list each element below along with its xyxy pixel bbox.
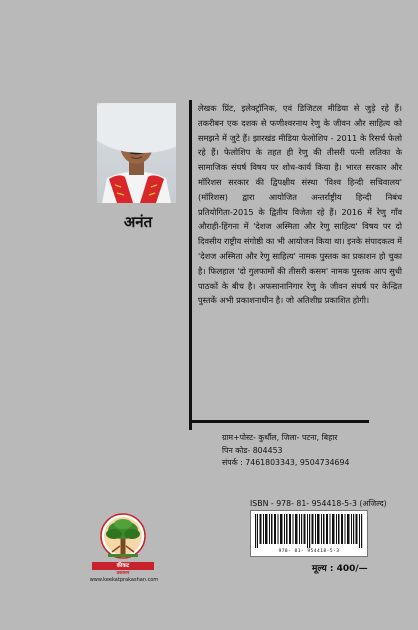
barcode-number: 978- 81- 954418-5-3 [278,549,340,554]
author-name: अनंत [123,213,153,231]
vertical-divider [189,100,192,430]
barcode-icon [255,514,363,548]
photo-background [97,103,176,153]
address-line: ग्राम+पोस्ट- कुर्थौल, जिला- पटना, बिहार [222,433,338,442]
author-photo [97,103,176,203]
barcode [250,510,368,557]
phone-line: संपर्क : 7461803343, 9504734694 [222,458,350,467]
publisher-subtitle: प्रकाशन [116,571,130,576]
author-contact [222,432,402,470]
pincode-line: पिन कोड- 804453 [222,445,283,455]
isbn-label: ISBN - 978- 81- 954418-5-3 (अजिल्द) [250,499,387,508]
author-bio: लेखक प्रिंट, इलेक्ट्रॉनिक, एवं डिजिटल मीडिया से जुड़े रहे हैं। तकरीबन एक दशक से फणीश्वरनाथ रेणु के जीवन और साहित्य को समझने में जुटे हैं। झारखंड मीडिया फेलोशिप - 2011 के रिसर्च फेलो रहे हैं। फेलोशिप के तहत ही रेणु की तीसरी पत्नी लतिका के सामाजिक संघर्ष विषय पर शोध-कार्य किया है। भारत सरकार और मॉरिशस सरकार की द्विपक्षीय संस्था 'विश्व हिन्दी सचिवालय' (मॉरिशस) द्वारा आयोजित अन्तर्राष्ट्रीय हिन्दी निबंध प्रतियोगिता-2015 के द्वितीय विजेता रहे हैं। 2016 में रेणु गाँव औराही-हिंगना में 'देशज अस्मिता और रेणु साहित्य' विषय पर दो दिवसीय राष्ट्रीय संगोष्ठी का भी आयोजन किया था। इनके संपादकत्व में 'देशज अस्मिता और रेणु साहित्य' नामक पुस्तक का प्रकाशन हो चुका है। फिलहाल 'दो गुलफामों की तीसरी कसम' नामक पुस्तक आप सुधी पाठकों के बीच है। अफसानानिगार रेणु के जीवन संघर्ष पर केन्द्रित पुस्तकें अभी प्रकाशनाधीन है। जो अतिशीघ्र प्रकाशित होगी। [198,103,402,306]
publisher-website[interactable]: www.keekatprakashan.com [89,577,159,583]
horizontal-divider [189,420,369,423]
publisher-logo-tree-icon [98,512,148,568]
price-label: मूल्य : 400/— [312,564,368,574]
publisher-name: कीकट [92,562,154,570]
